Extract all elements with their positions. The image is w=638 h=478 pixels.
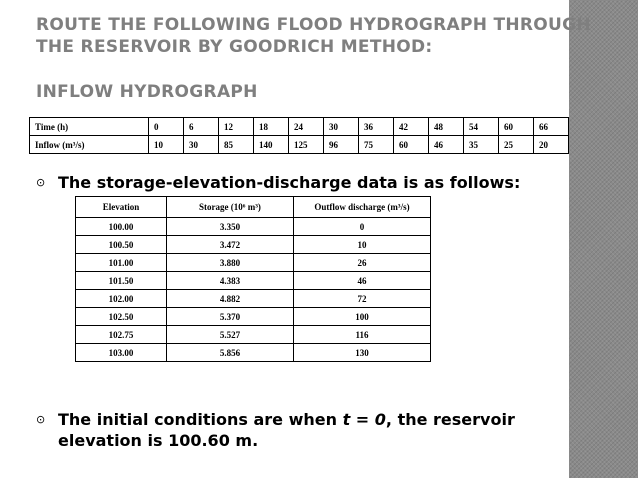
outflow-cell: 26 [294,254,431,272]
table-row [76,308,431,326]
table-header-row [76,197,431,218]
inflow-cell: 75 [359,136,394,154]
inflow-hydrograph-heading: INFLOW HYDROGRAPH [36,82,258,102]
time-cell: 66 [534,118,569,136]
elevation-cell: 102.50 [76,308,167,326]
time-row [30,118,569,136]
outflow-cell: 0 [294,218,431,236]
inflow-cell: 96 [324,136,359,154]
elevation-cell: 103.00 [76,344,167,362]
outflow-cell: 72 [294,290,431,308]
elevation-cell: 100.50 [76,236,167,254]
inflow-cell: 35 [464,136,499,154]
text-before: The initial conditions are when [58,410,343,429]
bullet-storage-data [36,172,536,193]
time-cell: 12 [219,118,254,136]
storage-cell: 5.370 [167,308,294,326]
inflow-cell: 140 [254,136,289,154]
table-row [76,272,431,290]
storage-cell: 4.882 [167,290,294,308]
column-header-outflow: Outflow discharge (m³/s) [294,197,431,218]
time-cell: 60 [499,118,534,136]
elevation-cell: 100.00 [76,218,167,236]
time-cell: 6 [184,118,219,136]
time-cell: 24 [289,118,324,136]
time-cell: 0 [149,118,184,136]
outflow-cell: 100 [294,308,431,326]
inflow-cell: 20 [534,136,569,154]
elevation-cell: 102.00 [76,290,167,308]
storage-cell: 5.527 [167,326,294,344]
column-header-elevation: Elevation [76,197,167,218]
time-variable: t [342,410,351,429]
time-cell: 54 [464,118,499,136]
inflow-hydrograph-table [29,117,569,154]
title-line-2: THE RESERVOIR BY GOODRICH METHOD: [36,37,433,57]
elevation-cell: 102.75 [76,326,167,344]
table-row [76,290,431,308]
inflow-cell: 25 [499,136,534,154]
inflow-cell: 30 [184,136,219,154]
bullet-text-line-2: elevation is 100.60 m. [58,431,259,450]
slide-title [36,14,591,58]
outflow-cell: 116 [294,326,431,344]
outflow-cell: 130 [294,344,431,362]
storage-cell: 3.350 [167,218,294,236]
inflow-cell: 85 [219,136,254,154]
elevation-cell: 101.00 [76,254,167,272]
time-label: Time (h) [30,118,149,136]
table-row [76,254,431,272]
table-row [76,236,431,254]
inflow-cell: 10 [149,136,184,154]
table-row [76,218,431,236]
circle-dot-bullet-icon: ⊙ [36,176,46,189]
table-row [76,344,431,362]
inflow-cell: 60 [394,136,429,154]
time-cell: 48 [429,118,464,136]
outflow-cell: 46 [294,272,431,290]
storage-cell: 3.472 [167,236,294,254]
time-cell: 42 [394,118,429,136]
elevation-cell: 101.50 [76,272,167,290]
time-cell: 30 [324,118,359,136]
outflow-cell: 10 [294,236,431,254]
column-header-storage: Storage (10⁶ m³) [167,197,294,218]
storage-cell: 5.856 [167,344,294,362]
circle-dot-bullet-icon: ⊙ [36,413,46,426]
time-cell: 36 [359,118,394,136]
storage-cell: 3.880 [167,254,294,272]
text-after: , the reservoir [385,410,515,429]
inflow-cell: 125 [289,136,324,154]
bullet-text-line-1 [36,409,556,430]
bullet-text: The storage-elevation-discharge data is as follows: [58,173,521,192]
storage-elevation-discharge-table [75,196,431,362]
storage-cell: 4.383 [167,272,294,290]
equals-sign: = [350,410,375,429]
inflow-label: Inflow (m³/s) [30,136,149,154]
title-line-1: ROUTE THE FOLLOWING FLOOD HYDROGRAPH THROUGH [36,15,591,35]
decorative-side-bar [569,0,638,478]
table-row [76,326,431,344]
time-cell: 18 [254,118,289,136]
inflow-cell: 46 [429,136,464,154]
bullet-initial-conditions [36,409,556,451]
time-value: 0 [374,410,386,429]
inflow-row [30,136,569,154]
